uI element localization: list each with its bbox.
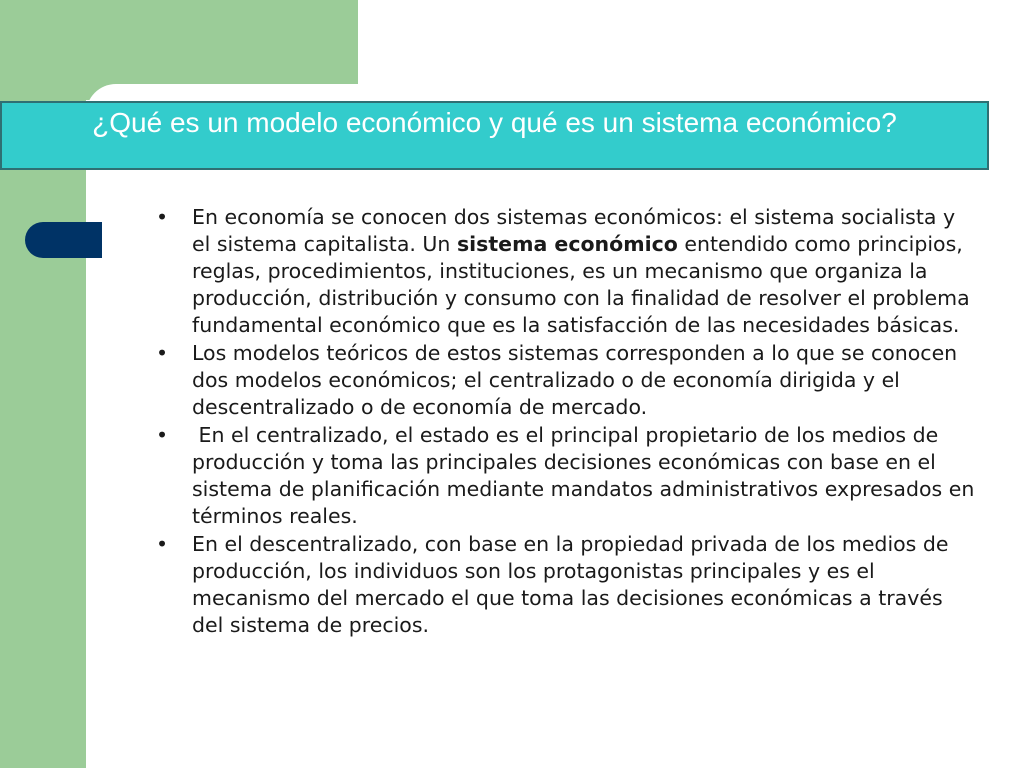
bullet-item-1	[156, 204, 976, 339]
title-box	[0, 101, 989, 170]
bullet-content	[156, 204, 981, 640]
bullet-list	[156, 204, 981, 639]
bullet-dot-icon: •	[156, 532, 169, 556]
bullet-dot-icon: •	[156, 205, 169, 229]
bullet-item-2	[156, 340, 976, 421]
bullet-item-3	[156, 422, 981, 530]
bullet-2-text: Los modelos teóricos de estos sistemas corresponden a lo que se conocen dos modelos económicos; el centralizado o de economía dirigida y el descentralizado o de economía de mercado.	[192, 341, 958, 419]
bullet-3-text: En el centralizado, el estado es el principal propietario de los medios de producción y toma las principales decisiones económicas con base en el sistema de planificación mediante mandatos administrativos expresados en términos reales.	[192, 423, 981, 528]
accent-pill-shape	[25, 222, 102, 258]
bullet-4-text: En el descentralizado, con base en la propiedad privada de los medios de producción, los individuos son los protagonistas principales y es el mecanismo del mercado el que toma las decisiones económicas a través del sistema de precios.	[192, 532, 949, 637]
bullet-1-text-start: En economía se conocen dos sistemas económicos: el sistema socialista y el sistema capitalista. Un	[192, 205, 956, 256]
bullet-1-text-end: entendido como principios, reglas, procedimientos, instituciones, es un mecanismo que organiza la producción, distribución y consumo con la finalidad de resolver el problema fundamental económico que es la satisfacción de las necesidades básicas.	[192, 232, 970, 337]
bullet-1-bold-term: sistema económico	[456, 232, 678, 256]
bullet-item-4	[156, 531, 976, 639]
slide-title: ¿Qué es un modelo económico y qué es un sistema económico?	[92, 107, 897, 138]
bullet-dot-icon: •	[156, 423, 169, 447]
bullet-dot-icon: •	[156, 341, 169, 365]
